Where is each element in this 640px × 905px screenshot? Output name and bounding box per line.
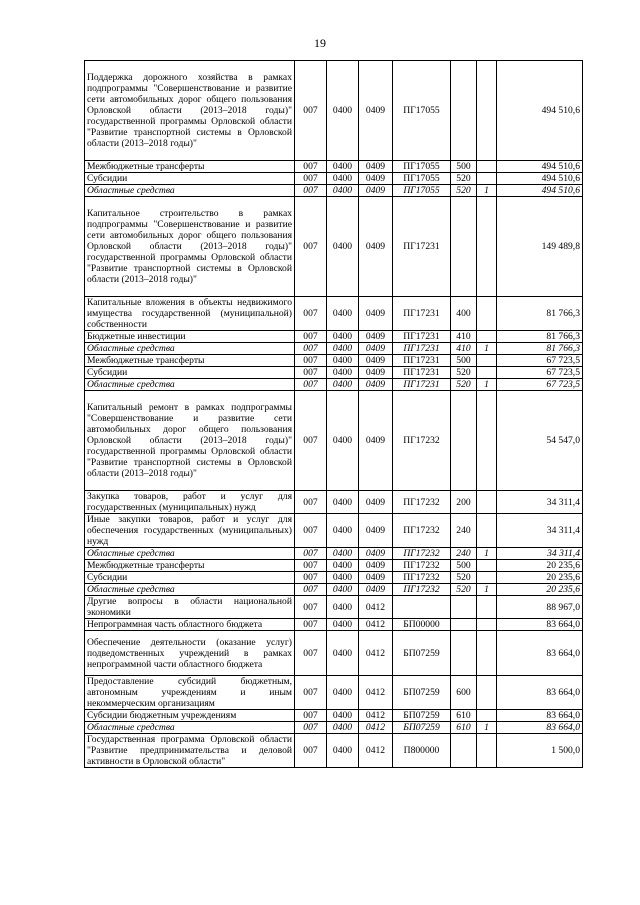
expense-type-code: 520: [451, 584, 477, 596]
target-article-code: ПГ17055: [393, 173, 451, 185]
amount: 34 311,4: [497, 548, 583, 560]
subsection-code: 0412: [359, 710, 393, 722]
expense-type-code: 500: [451, 161, 477, 173]
expense-type-code: [451, 391, 477, 491]
subsection-code: 0412: [359, 619, 393, 631]
table-row: [85, 560, 583, 572]
target-article-code: ПГ17055: [393, 161, 451, 173]
subsection-code: 0409: [359, 185, 393, 197]
section-code: 0400: [327, 367, 359, 379]
ministry-code: 007: [295, 161, 327, 173]
target-article-code: ПГ17232: [393, 514, 451, 548]
row-name: Капитальный ремонт в рамках подпрограммы "Совершенствование и развитие сети автомобильных дорог общего пользования Орловской области (2013–2018 годы)" государственной программы Орловской области "Развитие транспортной системы в Орловской области (2013–2018 годы)": [85, 391, 295, 491]
expense-type-code: 500: [451, 560, 477, 572]
expense-type-code: 610: [451, 722, 477, 734]
amount: 67 723,5: [497, 367, 583, 379]
target-article-code: ПГ17231: [393, 197, 451, 297]
ministry-code: 007: [295, 619, 327, 631]
amount: 83 664,0: [497, 722, 583, 734]
ministry-code: 007: [295, 355, 327, 367]
amount: 83 664,0: [497, 631, 583, 676]
section-code: 0400: [327, 619, 359, 631]
funding-source-code: [477, 391, 497, 491]
section-code: 0400: [327, 491, 359, 514]
expense-type-code: 240: [451, 548, 477, 560]
subsection-code: 0409: [359, 161, 393, 173]
amount: 67 723,5: [497, 379, 583, 391]
table-row: [85, 185, 583, 197]
table-row: [85, 379, 583, 391]
ministry-code: 007: [295, 367, 327, 379]
row-name: Межбюджетные трансферты: [85, 355, 295, 367]
row-name: Другие вопросы в области национальной экономики: [85, 596, 295, 619]
section-code: 0400: [327, 185, 359, 197]
funding-source-code: [477, 297, 497, 331]
expense-type-code: [451, 734, 477, 768]
subsection-code: 0412: [359, 734, 393, 768]
amount: 88 967,0: [497, 596, 583, 619]
target-article-code: ПГ17232: [393, 560, 451, 572]
section-code: 0400: [327, 722, 359, 734]
section-code: 0400: [327, 734, 359, 768]
funding-source-code: [477, 197, 497, 297]
target-article-code: ПГ17231: [393, 343, 451, 355]
section-code: 0400: [327, 514, 359, 548]
ministry-code: 007: [295, 391, 327, 491]
section-code: 0400: [327, 560, 359, 572]
funding-source-code: [477, 514, 497, 548]
row-name: Обеспечение деятельности (оказание услуг) подведомственных учреждений в рамках непрограммной части областного бюджета: [85, 631, 295, 676]
row-name: Предоставление субсидий бюджетным, автономным учреждениям и иным некоммерческим организациям: [85, 676, 295, 710]
target-article-code: ПГ17232: [393, 391, 451, 491]
target-article-code: БП07259: [393, 676, 451, 710]
amount: 494 510,6: [497, 185, 583, 197]
row-name: Субсидии бюджетным учреждениям: [85, 710, 295, 722]
funding-source-code: 1: [477, 584, 497, 596]
row-name: Иные закупки товаров, работ и услуг для обеспечения государственных (муниципальных) нужд: [85, 514, 295, 548]
ministry-code: 007: [295, 343, 327, 355]
expense-type-code: 610: [451, 710, 477, 722]
row-name: Областные средства: [85, 548, 295, 560]
table-row: [85, 61, 583, 161]
subsection-code: 0409: [359, 548, 393, 560]
table-row: [85, 491, 583, 514]
amount: 83 664,0: [497, 710, 583, 722]
funding-source-code: [477, 331, 497, 343]
section-code: 0400: [327, 343, 359, 355]
ministry-code: 007: [295, 560, 327, 572]
table-row: [85, 572, 583, 584]
row-name: Субсидии: [85, 367, 295, 379]
ministry-code: 007: [295, 722, 327, 734]
target-article-code: ПГ17232: [393, 491, 451, 514]
amount: 81 766,3: [497, 297, 583, 331]
amount: 81 766,3: [497, 343, 583, 355]
funding-source-code: [477, 560, 497, 572]
table-row: [85, 619, 583, 631]
ministry-code: 007: [295, 710, 327, 722]
target-article-code: БП07259: [393, 722, 451, 734]
funding-source-code: [477, 734, 497, 768]
row-name: Областные средства: [85, 584, 295, 596]
subsection-code: 0409: [359, 560, 393, 572]
table-row: [85, 197, 583, 297]
section-code: 0400: [327, 161, 359, 173]
budget-table-body: [85, 61, 583, 768]
row-name: Государственная программа Орловской области "Развитие предпринимательства и деловой активности в Орловской области": [85, 734, 295, 768]
section-code: 0400: [327, 173, 359, 185]
expense-type-code: 240: [451, 514, 477, 548]
row-name: Областные средства: [85, 343, 295, 355]
funding-source-code: [477, 572, 497, 584]
amount: 34 311,4: [497, 514, 583, 548]
amount: 494 510,6: [497, 61, 583, 161]
row-name: Непрограммная часть областного бюджета: [85, 619, 295, 631]
amount: 83 664,0: [497, 676, 583, 710]
table-row: [85, 514, 583, 548]
section-code: 0400: [327, 676, 359, 710]
amount: 20 235,6: [497, 560, 583, 572]
subsection-code: 0412: [359, 676, 393, 710]
ministry-code: 007: [295, 631, 327, 676]
section-code: 0400: [327, 572, 359, 584]
subsection-code: 0409: [359, 61, 393, 161]
target-article-code: ПГ17055: [393, 185, 451, 197]
table-row: [85, 631, 583, 676]
expense-type-code: [451, 596, 477, 619]
table-row: [85, 367, 583, 379]
expense-type-code: 500: [451, 355, 477, 367]
section-code: 0400: [327, 297, 359, 331]
amount: 20 235,6: [497, 584, 583, 596]
ministry-code: 007: [295, 185, 327, 197]
table-row: [85, 355, 583, 367]
section-code: 0400: [327, 355, 359, 367]
subsection-code: 0409: [359, 355, 393, 367]
row-name: Субсидии: [85, 173, 295, 185]
ministry-code: 007: [295, 734, 327, 768]
subsection-code: 0409: [359, 343, 393, 355]
funding-source-code: [477, 619, 497, 631]
target-article-code: ПГ17232: [393, 548, 451, 560]
amount: 67 723,5: [497, 355, 583, 367]
amount: 20 235,6: [497, 572, 583, 584]
target-article-code: БП07259: [393, 631, 451, 676]
section-code: 0400: [327, 331, 359, 343]
table-row: [85, 343, 583, 355]
ministry-code: 007: [295, 173, 327, 185]
funding-source-code: 1: [477, 722, 497, 734]
funding-source-code: [477, 491, 497, 514]
expense-type-code: [451, 619, 477, 631]
ministry-code: 007: [295, 548, 327, 560]
ministry-code: 007: [295, 596, 327, 619]
section-code: 0400: [327, 710, 359, 722]
ministry-code: 007: [295, 572, 327, 584]
target-article-code: ПГ17055: [393, 61, 451, 161]
section-code: 0400: [327, 548, 359, 560]
expense-type-code: 410: [451, 343, 477, 355]
funding-source-code: [477, 631, 497, 676]
ministry-code: 007: [295, 331, 327, 343]
expense-type-code: 520: [451, 367, 477, 379]
amount: 494 510,6: [497, 161, 583, 173]
subsection-code: 0409: [359, 331, 393, 343]
funding-source-code: [477, 710, 497, 722]
table-row: [85, 548, 583, 560]
row-name: Межбюджетные трансферты: [85, 560, 295, 572]
funding-source-code: 1: [477, 343, 497, 355]
subsection-code: 0412: [359, 631, 393, 676]
amount: 34 311,4: [497, 491, 583, 514]
subsection-code: 0412: [359, 596, 393, 619]
table-row: [85, 584, 583, 596]
budget-table: [84, 60, 583, 768]
target-article-code: ПГ17231: [393, 367, 451, 379]
table-row: [85, 734, 583, 768]
expense-type-code: 520: [451, 173, 477, 185]
funding-source-code: 1: [477, 185, 497, 197]
amount: 494 510,6: [497, 173, 583, 185]
table-row: [85, 596, 583, 619]
ministry-code: 007: [295, 491, 327, 514]
target-article-code: БП07259: [393, 710, 451, 722]
funding-source-code: [477, 676, 497, 710]
table-row: [85, 173, 583, 185]
expense-type-code: 520: [451, 185, 477, 197]
table-row: [85, 676, 583, 710]
table-row: [85, 722, 583, 734]
ministry-code: 007: [295, 297, 327, 331]
funding-source-code: 1: [477, 548, 497, 560]
target-article-code: БП00000: [393, 619, 451, 631]
table-row: [85, 391, 583, 491]
subsection-code: 0409: [359, 197, 393, 297]
amount: 54 547,0: [497, 391, 583, 491]
subsection-code: 0409: [359, 514, 393, 548]
expense-type-code: 200: [451, 491, 477, 514]
subsection-code: 0409: [359, 367, 393, 379]
subsection-code: 0409: [359, 173, 393, 185]
row-name: Капитальные вложения в объекты недвижимого имущества государственной (муниципальной) собственности: [85, 297, 295, 331]
row-name: Областные средства: [85, 185, 295, 197]
target-article-code: П800000: [393, 734, 451, 768]
expense-type-code: [451, 197, 477, 297]
subsection-code: 0412: [359, 722, 393, 734]
subsection-code: 0409: [359, 491, 393, 514]
expense-type-code: 520: [451, 572, 477, 584]
page-number: 19: [314, 36, 326, 50]
target-article-code: ПГ17232: [393, 572, 451, 584]
section-code: 0400: [327, 61, 359, 161]
row-name: Субсидии: [85, 572, 295, 584]
expense-type-code: [451, 61, 477, 161]
ministry-code: 007: [295, 61, 327, 161]
row-name: Закупка товаров, работ и услуг для государственных (муниципальных) нужд: [85, 491, 295, 514]
expense-type-code: 410: [451, 331, 477, 343]
amount: 81 766,3: [497, 331, 583, 343]
funding-source-code: [477, 61, 497, 161]
expense-type-code: 400: [451, 297, 477, 331]
section-code: 0400: [327, 391, 359, 491]
section-code: 0400: [327, 631, 359, 676]
section-code: 0400: [327, 596, 359, 619]
section-code: 0400: [327, 379, 359, 391]
row-name: Поддержка дорожного хозяйства в рамках подпрограммы "Совершенствование и развитие сети автомобильных дорог общего пользования Орловской области (2013–2018 годы)" государственной программы Орловской области "Развитие транспортной системы в Орловской области (2013–2018 годы)": [85, 61, 295, 161]
funding-source-code: [477, 367, 497, 379]
table-row: [85, 331, 583, 343]
expense-type-code: 600: [451, 676, 477, 710]
table-row: [85, 297, 583, 331]
target-article-code: ПГ17231: [393, 331, 451, 343]
funding-source-code: [477, 173, 497, 185]
target-article-code: ПГ17231: [393, 379, 451, 391]
section-code: 0400: [327, 197, 359, 297]
funding-source-code: [477, 596, 497, 619]
amount: 83 664,0: [497, 619, 583, 631]
subsection-code: 0409: [359, 297, 393, 331]
target-article-code: [393, 596, 451, 619]
funding-source-code: [477, 355, 497, 367]
row-name: Областные средства: [85, 379, 295, 391]
table-row: [85, 161, 583, 173]
row-name: Капитальное строительство в рамках подпрограммы "Совершенствование и развитие сети автомобильных дорог общего пользования Орловской области (2013–2018 годы)" государственной программы Орловской области "Развитие транспортной системы в Орловской области (2013–2018 годы)": [85, 197, 295, 297]
expense-type-code: [451, 631, 477, 676]
ministry-code: 007: [295, 379, 327, 391]
row-name: Областные средства: [85, 722, 295, 734]
subsection-code: 0409: [359, 379, 393, 391]
subsection-code: 0409: [359, 584, 393, 596]
expense-type-code: 520: [451, 379, 477, 391]
funding-source-code: [477, 161, 497, 173]
subsection-code: 0409: [359, 572, 393, 584]
table-row: [85, 710, 583, 722]
ministry-code: 007: [295, 514, 327, 548]
subsection-code: 0409: [359, 391, 393, 491]
amount: 149 489,8: [497, 197, 583, 297]
funding-source-code: 1: [477, 379, 497, 391]
target-article-code: ПГ17232: [393, 584, 451, 596]
target-article-code: ПГ17231: [393, 355, 451, 367]
target-article-code: ПГ17231: [393, 297, 451, 331]
section-code: 0400: [327, 584, 359, 596]
row-name: Межбюджетные трансферты: [85, 161, 295, 173]
ministry-code: 007: [295, 676, 327, 710]
ministry-code: 007: [295, 197, 327, 297]
ministry-code: 007: [295, 584, 327, 596]
amount: 1 500,0: [497, 734, 583, 768]
row-name: Бюджетные инвестиции: [85, 331, 295, 343]
